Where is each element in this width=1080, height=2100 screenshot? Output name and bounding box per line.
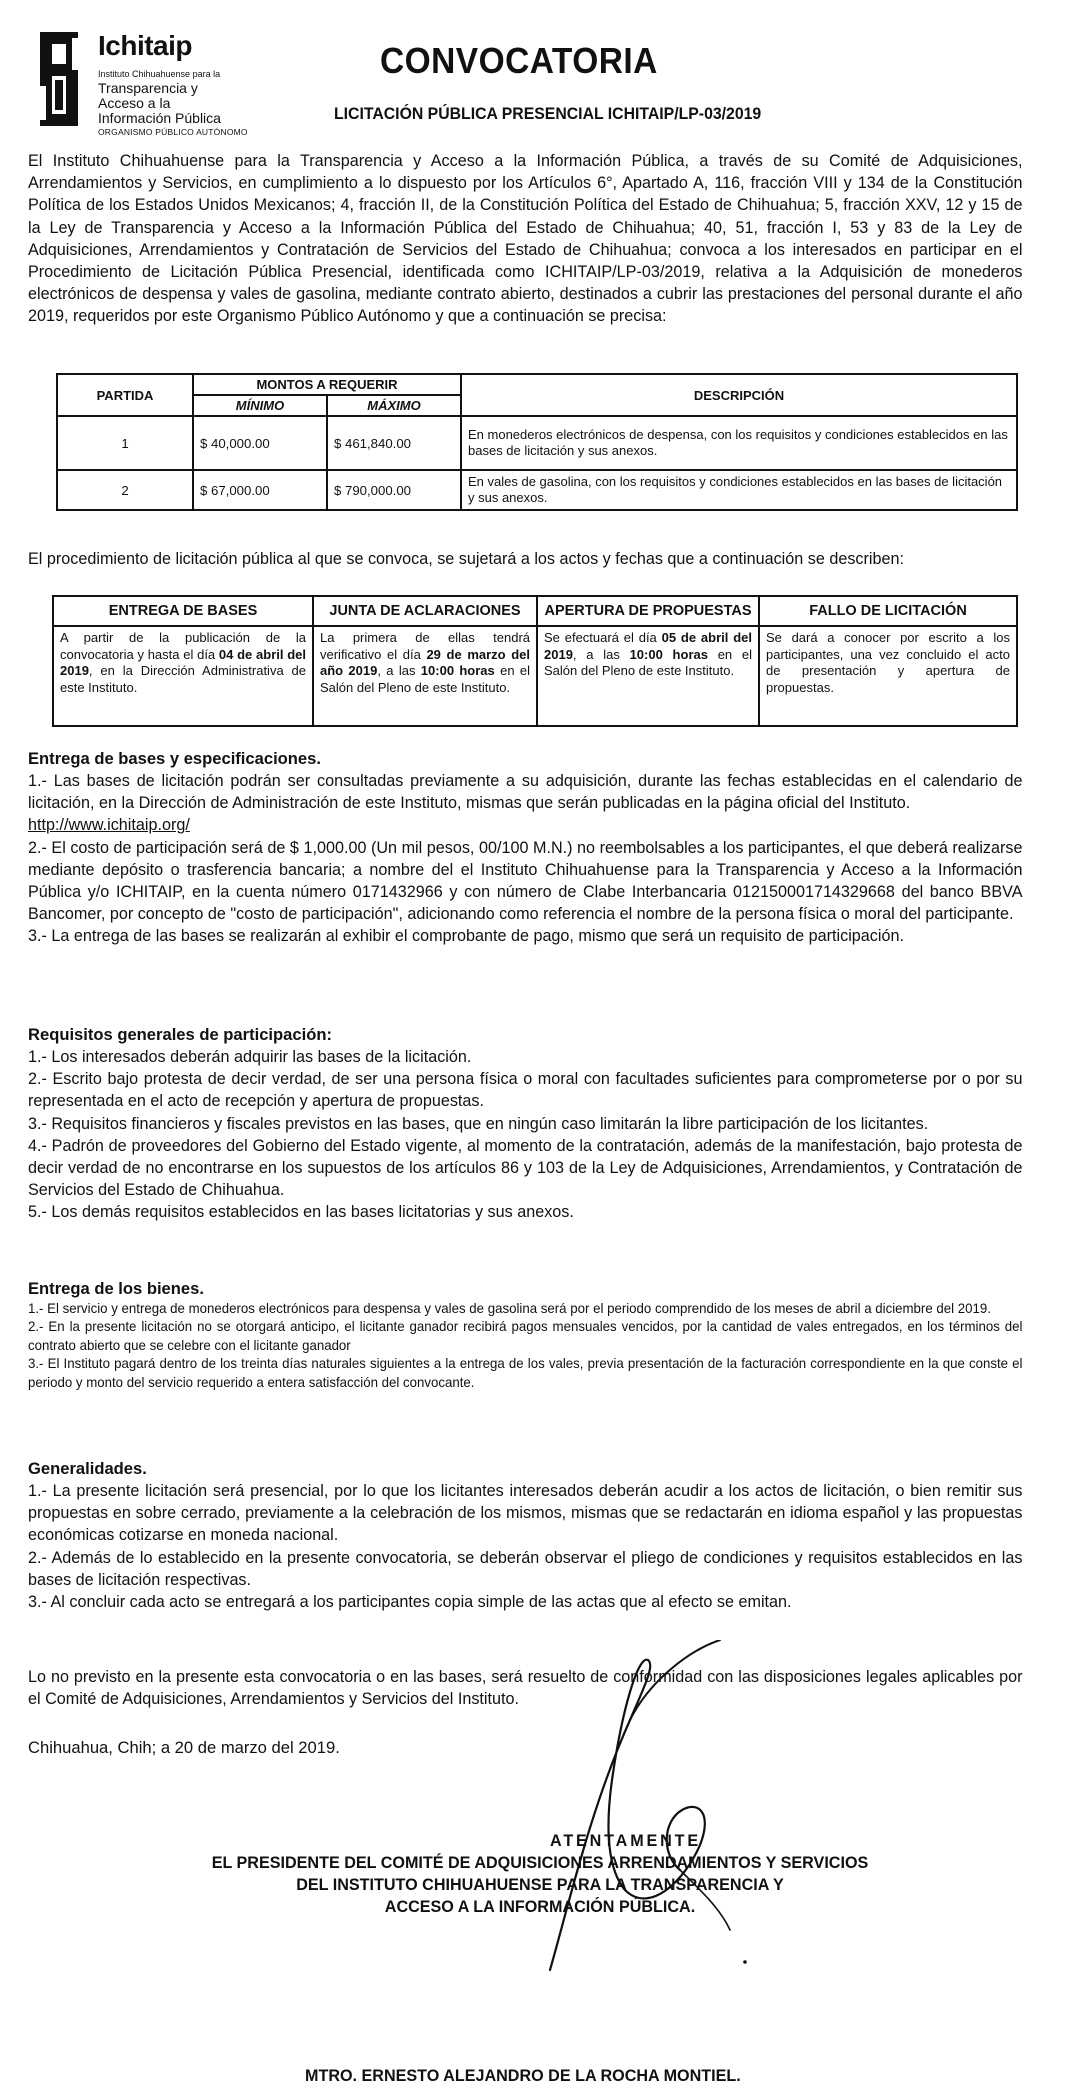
text: , en la Dirección Administrativa de este Instituto. (60, 663, 306, 695)
procedure-paragraph: El procedimiento de licitación pública al que se convoca, se sujetará a los actos y fechas que a continuación se describen: (28, 549, 904, 568)
col-minimo: MÍNIMO (193, 395, 327, 416)
text: Se efectuará el día (544, 630, 662, 645)
table-row (57, 416, 1017, 470)
section-item (28, 770, 1023, 837)
cell-apertura-propuestas (537, 626, 759, 726)
item-text: 1.- Las bases de licitación podrán ser consultadas previamente a su adquisición, durante las fechas establecidas en el calendario de licitación, en la Dirección de Administración de este Instituto, mismas que serán publicadas en la página oficial del Instituto. (28, 771, 1023, 813)
text: en el Salón del Pleno de este Instituto. (544, 646, 753, 678)
section-item: 1.- Los interesados deberán adquirir las bases de la licitación. (28, 1047, 472, 1066)
col-apertura-propuestas: APERTURA DE PROPUESTAS (537, 596, 759, 626)
section-title: Entrega de los bienes. (28, 1279, 204, 1298)
section-item: 3.- La entrega de las bases se realizarán al exhibir el comprobante de pago, mismo que será un requisito de participación. (28, 926, 904, 946)
date: 05 de abril del 2019 (544, 630, 752, 662)
schedule-row (53, 626, 1017, 726)
signature-block (170, 1830, 911, 1918)
section-generalidades (28, 1458, 1023, 1613)
atentamente: ATENTAMENTE (550, 1831, 701, 1850)
col-montos: MONTOS A REQUERIR (193, 374, 461, 395)
text: La primera de ellas tendrá verificativo el día (320, 630, 530, 662)
cell-maximo: $ 790,000.00 (327, 470, 461, 510)
col-descripcion: DESCRIPCIÓN (461, 374, 1017, 416)
date: 04 de abril del 2019 (60, 646, 306, 678)
section-item: 2.- Además de lo establecido en la presente convocatoria, se deberán observar el pliego de condiciones y requisitos establecidos en las bases de licitación respectivas. (28, 1547, 1023, 1589)
section-title: Generalidades. (28, 1459, 147, 1478)
page-title: CONVOCATORIA (380, 40, 658, 81)
amounts-table (56, 373, 1018, 511)
signer-role-line1: EL PRESIDENTE DEL COMITÉ DE ADQUISICIONES ARRENDAMIENTOS Y SERVICIOS (211, 1853, 869, 1872)
col-entrega-bases: ENTREGA DE BASES (53, 596, 313, 626)
place-date: Chihuahua, Chih; a 20 de marzo del 2019. (28, 1738, 340, 1757)
section-item: 5.- Los demás requisitos establecidos en las bases licitatorias y sus anexos. (28, 1202, 574, 1222)
section-entrega-bases (28, 748, 1023, 948)
intro-paragraph: El Instituto Chihuahuense para la Transparencia y Acceso a la Información Pública, a través de su Comité de Adquisiciones, Arrendamientos y Servicios, en cumplimiento a lo dispuesto por los Artículos 6°, Apartado A, 116, fracción VIII y 134 de la Constitución Política de los Estados Unidos Mexicanos; 4, fracción II, de la Constitución Política del Estado de Chihuahua; 5, fracción XXV, 12 y 15 de la Ley de Transparencia y Acceso a la Información Pública del Estado de Chihuahua; 40, 51, fracción I, 53 y 83 de la Ley de Adquisiciones, Arrendamientos y Contratación de Servicios del Estado de Chihuahua; convoca a los interesados en participar en el Procedimiento de Licitación Pública Presencial, identificada como ICHITAIP/LP-03/2019, relativa a la Adquisición de monederos electrónicos de despensa y vales de gasolina, mediante contrato abierto, destinados a cubrir las prestaciones del personal durante el año 2019, requeridos por este Organismo Público Autónomo y que a continuación se precisa: (28, 151, 1023, 326)
logo-sub-big3: Información Pública (98, 110, 221, 126)
section-title: Entrega de bases y especificaciones. (28, 749, 321, 768)
signer-name: MTRO. ERNESTO ALEJANDRO DE LA ROCHA MONTIEL. (305, 2066, 741, 2085)
cell-entrega-bases (53, 626, 313, 726)
cell-junta-aclaraciones (313, 626, 537, 726)
closing-paragraph: Lo no previsto en la presente esta convocatoria o en las bases, será resuelto de conformidad con las disposiciones legales aplicables por el Comité de Adquisiciones, Arrendamientos y Servicios del Instituto. (28, 1667, 1023, 1709)
cell-descripcion: En monederos electrónicos de despensa, con los requisitos y condiciones establecidos en las bases de licitación y sus anexos. (461, 416, 1017, 470)
logo-subtitle (98, 68, 248, 139)
logo-sub-big1: Transparencia y (98, 80, 198, 96)
section-item: 2.- El costo de participación será de $ 1,000.00 (Un mil pesos, 00/100 M.N.) no reembolsables a los participantes, el que deberá realizarse mediante depósito o trasferencia bancaria; a nombre del el Instituto Chihuahuense para la Transparencia y Acceso a la Información Pública y/o ICHITAIP, en la cuenta número 0171432966 y con número de Clabe Interbancaria 012150001714329668 del banco BBVA Bancomer, por concepto de "costo de participación", adicionando como referencia el nombre de la persona física o moral del participante. (28, 837, 1023, 924)
cell-minimo: $ 40,000.00 (193, 416, 327, 470)
cell-minimo: $ 67,000.00 (193, 470, 327, 510)
col-maximo: MÁXIMO (327, 395, 461, 416)
cell-fallo-licitacion: Se dará a conocer por escrito a los participantes, una vez concluido el acto de presentación y apertura de propuestas. (759, 626, 1017, 726)
cell-partida: 2 (57, 470, 193, 510)
text: , a las (377, 663, 421, 678)
text: , a las (572, 646, 630, 662)
section-item: 3.- El Instituto pagará dentro de los treinta días naturales siguientes a la entrega de los vales, previa presentación de la facturación correspondiente en la que conste el periodo y monto del servicio requerido a entera satisfacción del convocante. (28, 1356, 1023, 1390)
section-entrega-bienes (28, 1278, 1023, 1392)
section-item: 3.- Requisitos financieros y fiscales previstos en las bases, que en ningún caso limitarán la libre participación de los licitantes. (28, 1113, 929, 1133)
col-fallo-licitacion: FALLO DE LICITACIÓN (759, 596, 1017, 626)
section-title: Requisitos generales de participación: (28, 1025, 332, 1044)
time: 10:00 horas (420, 663, 495, 678)
table-row (57, 470, 1017, 510)
section-requisitos (28, 1024, 1023, 1224)
handwritten-signature (400, 1640, 760, 2000)
section-item: 3.- Al concluir cada acto se entregará a los participantes copia simple de las actas que al efecto se emitan. (28, 1592, 792, 1612)
ichitaip-website-link[interactable]: http://www.ichitaip.org/ (28, 815, 190, 835)
section-item: 2.- Escrito bajo protesta de decir verdad, de ser una persona física o moral con facultades suficientes para comprometerse por o por su representada en el acto de recepción y apertura de propuestas. (28, 1069, 1023, 1111)
section-item: 4.- Padrón de proveedores del Gobierno del Estado vigente, al momento de la contratación, además de la manifestación, bajo protesta de decir verdad de no encontrarse en los supuestos de los artículos 86 y 103 de la Ley de Adquisiciones, Arrendamientos, y Contratación de Servicios del Estado de Chihuahua. (28, 1135, 1023, 1200)
col-partida: PARTIDA (57, 374, 193, 416)
page-subtitle: LICITACIÓN PÚBLICA PRESENCIAL ICHITAIP/LP-03/2019 (334, 104, 762, 123)
logo-sub-big2: Acceso a la (98, 95, 171, 111)
signer-role-line2: DEL INSTITUTO CHIHUAHUENSE PARA LA TRANSPARENCIA Y (296, 1875, 784, 1894)
cell-descripcion: En vales de gasolina, con los requisitos y condiciones establecidos en las bases de licitación y sus anexos. (461, 470, 1017, 510)
logo-sub-tiny: ORGANISMO PÚBLICO AUTÓNOMO (98, 127, 248, 137)
logo-name: Ichitaip (98, 30, 193, 61)
ichitaip-logo (32, 30, 248, 137)
date: 29 de marzo del año 2019 (320, 646, 530, 678)
schedule-header-row (53, 596, 1017, 626)
logo-sub-small: Instituto Chihuahuense para la (98, 69, 221, 79)
cell-partida: 1 (57, 416, 193, 470)
col-junta-aclaraciones: JUNTA DE ACLARACIONES (313, 596, 537, 626)
time: 10:00 horas (629, 646, 708, 662)
cell-maximo: $ 461,840.00 (327, 416, 461, 470)
schedule-table (52, 595, 1018, 727)
signer-role-line3: ACCESO A LA INFORMACIÓN PÚBLICA. (384, 1897, 696, 1916)
logo-i-icon (32, 30, 86, 128)
section-item: 1.- El servicio y entrega de monederos electrónicos para despensa y vales de gasolina será por el periodo comprendido de los meses de abril a diciembre del 2019. (28, 1301, 991, 1316)
text: A partir de la publicación de la convocatoria y hasta el día (60, 630, 306, 662)
text: en el Salón del Pleno de este Instituto. (320, 663, 531, 695)
section-item: 1.- La presente licitación será presencial, por lo que los licitantes interesados deberán acudir a los actos de licitación, o bien remitir sus propuestas en sobre cerrado, previamente a la celebración de los mismos, mismas que se redactarán en idioma español y las propuestas económicas cotizarse en moneda nacional. (28, 1481, 1023, 1545)
section-item: 2.- En la presente licitación no se otorgará anticipo, el licitante ganador recibirá pagos mensuales vencidos, por la cantidad de vales entregados, en los términos del contrato abierto que se celebre con el licitante ganador (28, 1319, 1023, 1353)
